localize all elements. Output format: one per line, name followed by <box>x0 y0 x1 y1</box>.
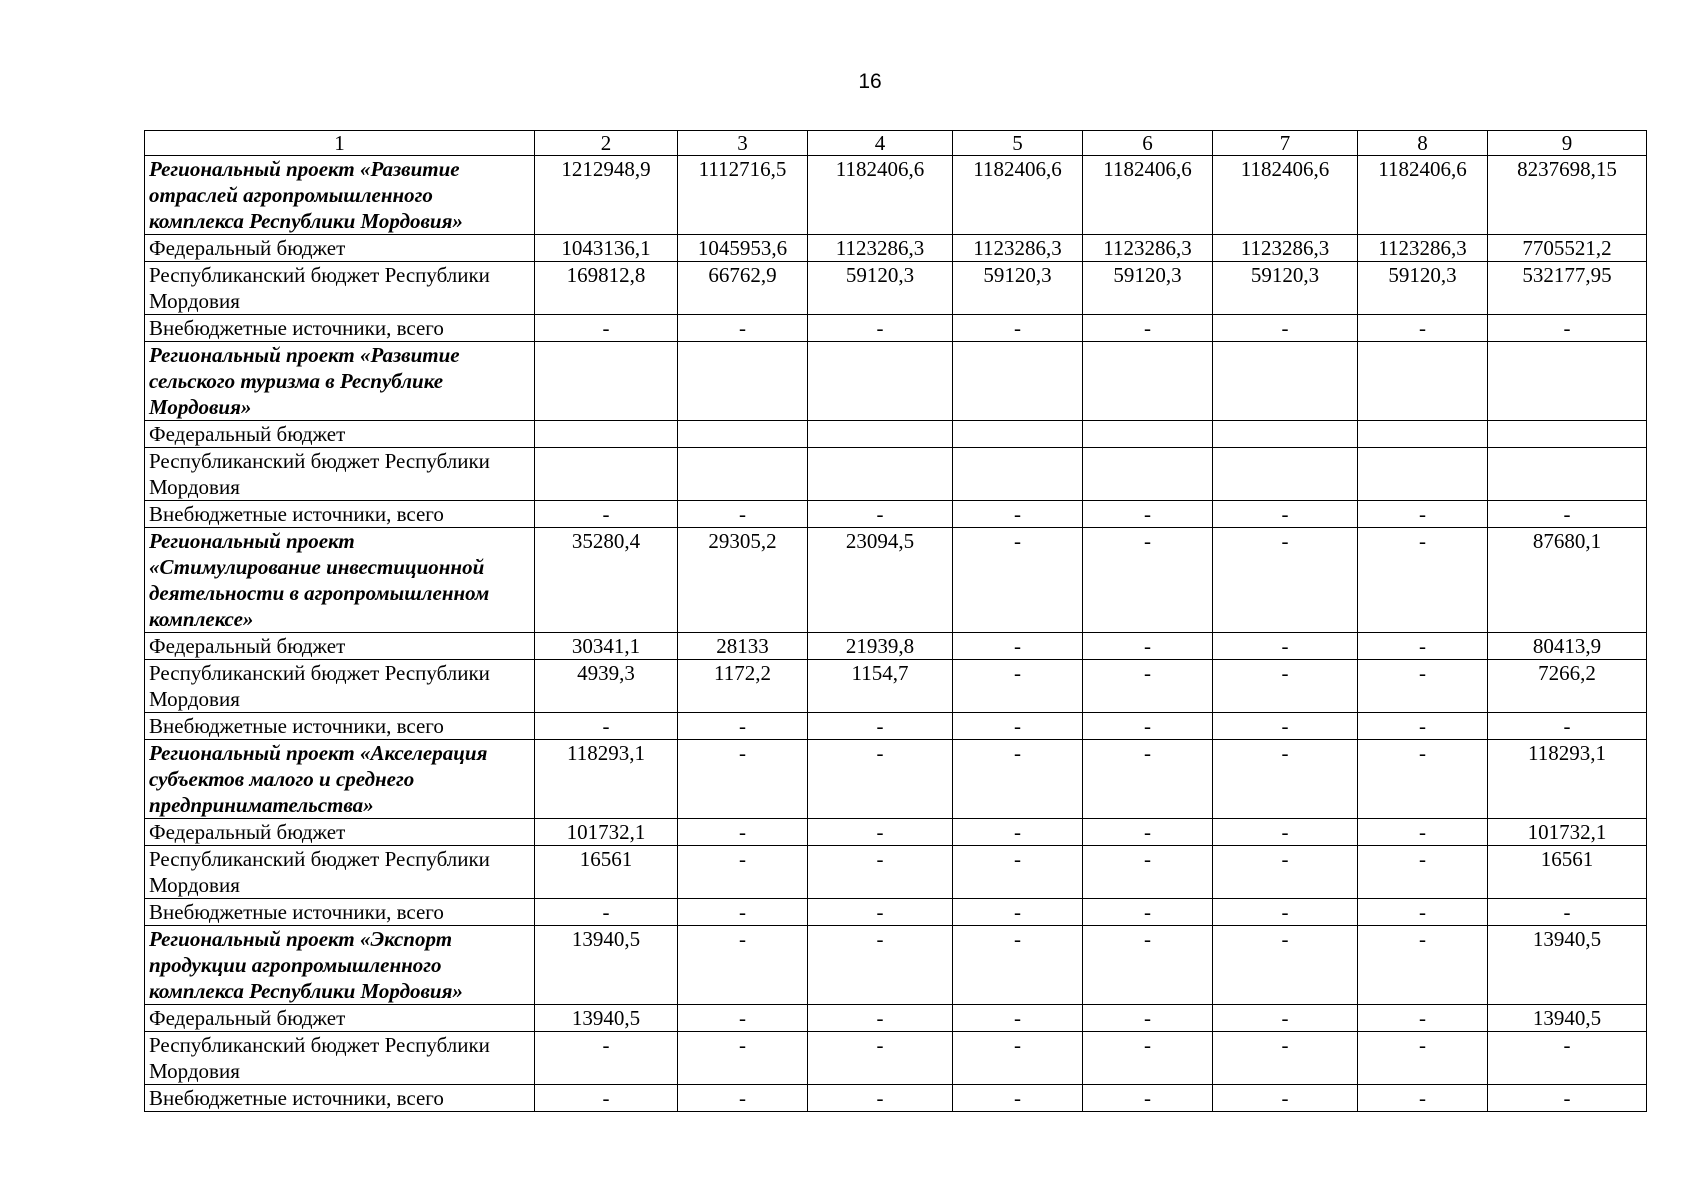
value-cell: - <box>1488 315 1647 342</box>
value-cell: 29305,2 <box>678 528 808 633</box>
value-cell: - <box>678 315 808 342</box>
value-cell: - <box>1358 501 1488 528</box>
value-cell: 101732,1 <box>535 819 678 846</box>
project-row <box>145 156 1647 235</box>
value-cell <box>1358 448 1488 501</box>
value-cell: - <box>953 846 1083 899</box>
funding-source-row <box>145 899 1647 926</box>
value-cell: - <box>808 819 953 846</box>
value-cell: - <box>1083 315 1213 342</box>
source-name-cell: Республиканский бюджет Республики Мордовия <box>145 1032 535 1085</box>
column-header: 4 <box>808 131 953 156</box>
value-cell: - <box>1358 819 1488 846</box>
value-cell <box>535 448 678 501</box>
column-header: 8 <box>1358 131 1488 156</box>
value-cell: - <box>953 633 1083 660</box>
funding-source-row <box>145 315 1647 342</box>
value-cell: - <box>1358 633 1488 660</box>
value-cell <box>1488 342 1647 421</box>
source-name-cell: Федеральный бюджет <box>145 1005 535 1032</box>
value-cell <box>535 342 678 421</box>
value-cell: - <box>1213 1085 1358 1112</box>
value-cell: - <box>1083 926 1213 1005</box>
budget-table <box>144 130 1647 1112</box>
value-cell: 59120,3 <box>1358 262 1488 315</box>
value-cell: - <box>808 501 953 528</box>
project-name-cell: Региональный проект «Развитие сельского туризма в Республике Мордовия» <box>145 342 535 421</box>
source-name-cell: Республиканский бюджет Республики Мордовия <box>145 448 535 501</box>
value-cell <box>953 448 1083 501</box>
column-header: 1 <box>145 131 535 156</box>
source-name-cell: Федеральный бюджет <box>145 235 535 262</box>
value-cell: 13940,5 <box>535 1005 678 1032</box>
value-cell: - <box>535 501 678 528</box>
value-cell: 532177,95 <box>1488 262 1647 315</box>
value-cell: - <box>1083 713 1213 740</box>
value-cell: - <box>1358 740 1488 819</box>
value-cell: - <box>808 1005 953 1032</box>
value-cell: - <box>1358 846 1488 899</box>
project-row <box>145 528 1647 633</box>
value-cell: 1182406,6 <box>1213 156 1358 235</box>
funding-source-row <box>145 713 1647 740</box>
value-cell: 28133 <box>678 633 808 660</box>
value-cell <box>953 421 1083 448</box>
value-cell: - <box>535 315 678 342</box>
source-name-cell: Федеральный бюджет <box>145 819 535 846</box>
value-cell: - <box>808 315 953 342</box>
funding-source-row <box>145 1085 1647 1112</box>
value-cell: - <box>678 846 808 899</box>
value-cell <box>1083 342 1213 421</box>
value-cell: 13940,5 <box>535 926 678 1005</box>
value-cell: 7705521,2 <box>1488 235 1647 262</box>
value-cell: 35280,4 <box>535 528 678 633</box>
value-cell <box>1083 448 1213 501</box>
project-name-cell: Региональный проект «Экспорт продукции агропромышленного комплекса Республики Мордовия» <box>145 926 535 1005</box>
value-cell: - <box>1213 660 1358 713</box>
value-cell: - <box>1083 1085 1213 1112</box>
value-cell: - <box>1488 713 1647 740</box>
value-cell: - <box>808 926 953 1005</box>
value-cell: - <box>953 1085 1083 1112</box>
value-cell: - <box>808 1085 953 1112</box>
value-cell: 1112716,5 <box>678 156 808 235</box>
value-cell: - <box>1358 926 1488 1005</box>
value-cell: 59120,3 <box>808 262 953 315</box>
value-cell: 59120,3 <box>1083 262 1213 315</box>
value-cell: - <box>678 713 808 740</box>
value-cell: 1123286,3 <box>1358 235 1488 262</box>
column-header: 7 <box>1213 131 1358 156</box>
value-cell <box>1358 421 1488 448</box>
value-cell <box>678 448 808 501</box>
value-cell: - <box>1083 633 1213 660</box>
value-cell: - <box>1083 1032 1213 1085</box>
value-cell: - <box>678 1005 808 1032</box>
value-cell <box>808 448 953 501</box>
value-cell: - <box>1358 315 1488 342</box>
source-name-cell: Внебюджетные источники, всего <box>145 713 535 740</box>
funding-source-row <box>145 1005 1647 1032</box>
value-cell: 1123286,3 <box>953 235 1083 262</box>
value-cell: - <box>1083 846 1213 899</box>
value-cell: - <box>1358 899 1488 926</box>
value-cell: - <box>1358 713 1488 740</box>
value-cell: 1212948,9 <box>535 156 678 235</box>
funding-source-row <box>145 421 1647 448</box>
value-cell: 21939,8 <box>808 633 953 660</box>
column-number-row <box>145 131 1647 156</box>
value-cell: - <box>1213 740 1358 819</box>
value-cell: 80413,9 <box>1488 633 1647 660</box>
source-name-cell: Внебюджетные источники, всего <box>145 501 535 528</box>
value-cell: - <box>678 819 808 846</box>
value-cell: 1123286,3 <box>808 235 953 262</box>
value-cell: - <box>1358 528 1488 633</box>
value-cell <box>808 342 953 421</box>
value-cell: - <box>1358 660 1488 713</box>
value-cell: - <box>953 660 1083 713</box>
value-cell: - <box>1083 528 1213 633</box>
value-cell: 87680,1 <box>1488 528 1647 633</box>
value-cell: 1172,2 <box>678 660 808 713</box>
value-cell: - <box>953 713 1083 740</box>
value-cell: 7266,2 <box>1488 660 1647 713</box>
value-cell: - <box>1213 819 1358 846</box>
value-cell: 59120,3 <box>953 262 1083 315</box>
project-row <box>145 740 1647 819</box>
column-header: 2 <box>535 131 678 156</box>
value-cell: - <box>678 1032 808 1085</box>
value-cell: - <box>1488 1032 1647 1085</box>
column-header: 9 <box>1488 131 1647 156</box>
funding-source-row <box>145 235 1647 262</box>
project-name-cell: Региональный проект «Акселерация субъектов малого и среднего предпринимательства» <box>145 740 535 819</box>
value-cell: - <box>1213 899 1358 926</box>
funding-source-row <box>145 633 1647 660</box>
value-cell: 1182406,6 <box>1083 156 1213 235</box>
value-cell: 8237698,15 <box>1488 156 1647 235</box>
source-name-cell: Федеральный бюджет <box>145 421 535 448</box>
source-name-cell: Внебюджетные источники, всего <box>145 315 535 342</box>
value-cell: - <box>678 1085 808 1112</box>
value-cell: 169812,8 <box>535 262 678 315</box>
value-cell: 59120,3 <box>1213 262 1358 315</box>
value-cell <box>1083 421 1213 448</box>
value-cell: - <box>808 1032 953 1085</box>
value-cell: - <box>1488 1085 1647 1112</box>
value-cell: - <box>1213 846 1358 899</box>
project-row <box>145 926 1647 1005</box>
value-cell <box>808 421 953 448</box>
value-cell <box>1213 421 1358 448</box>
value-cell: - <box>808 713 953 740</box>
value-cell <box>535 421 678 448</box>
value-cell: - <box>808 846 953 899</box>
value-cell: 1182406,6 <box>1358 156 1488 235</box>
value-cell: 66762,9 <box>678 262 808 315</box>
value-cell <box>1213 342 1358 421</box>
value-cell: - <box>1083 740 1213 819</box>
value-cell: 1182406,6 <box>808 156 953 235</box>
value-cell: 13940,5 <box>1488 1005 1647 1032</box>
value-cell <box>1358 342 1488 421</box>
value-cell: - <box>953 315 1083 342</box>
source-name-cell: Внебюджетные источники, всего <box>145 899 535 926</box>
value-cell: - <box>535 1032 678 1085</box>
value-cell: 23094,5 <box>808 528 953 633</box>
value-cell: - <box>808 899 953 926</box>
value-cell: - <box>953 819 1083 846</box>
value-cell: - <box>1213 926 1358 1005</box>
value-cell: - <box>1213 713 1358 740</box>
funding-source-row <box>145 846 1647 899</box>
funding-source-row <box>145 1032 1647 1085</box>
value-cell: - <box>953 899 1083 926</box>
value-cell <box>1488 448 1647 501</box>
value-cell: - <box>1083 501 1213 528</box>
page-number: 16 <box>858 70 882 93</box>
value-cell: 1043136,1 <box>535 235 678 262</box>
value-cell: 1154,7 <box>808 660 953 713</box>
source-name-cell: Республиканский бюджет Республики Мордовия <box>145 846 535 899</box>
project-name-cell: Региональный проект «Стимулирование инвестиционной деятельности в агропромышленном комплексе» <box>145 528 535 633</box>
value-cell: - <box>1358 1085 1488 1112</box>
value-cell: 1123286,3 <box>1213 235 1358 262</box>
value-cell: - <box>1083 819 1213 846</box>
source-name-cell: Внебюджетные источники, всего <box>145 1085 535 1112</box>
value-cell: - <box>953 740 1083 819</box>
value-cell: - <box>1083 899 1213 926</box>
value-cell: - <box>1488 899 1647 926</box>
value-cell: - <box>1083 660 1213 713</box>
value-cell: 1182406,6 <box>953 156 1083 235</box>
value-cell: 4939,3 <box>535 660 678 713</box>
value-cell: - <box>535 713 678 740</box>
value-cell: - <box>1213 501 1358 528</box>
value-cell <box>953 342 1083 421</box>
value-cell: - <box>953 926 1083 1005</box>
value-cell: - <box>678 926 808 1005</box>
project-row <box>145 342 1647 421</box>
value-cell: 13940,5 <box>1488 926 1647 1005</box>
value-cell <box>678 421 808 448</box>
value-cell: - <box>678 899 808 926</box>
value-cell: - <box>1083 1005 1213 1032</box>
value-cell: 16561 <box>1488 846 1647 899</box>
value-cell: 101732,1 <box>1488 819 1647 846</box>
value-cell: - <box>1213 1005 1358 1032</box>
source-name-cell: Республиканский бюджет Республики Мордовия <box>145 262 535 315</box>
funding-source-row <box>145 448 1647 501</box>
value-cell: - <box>953 1005 1083 1032</box>
value-cell: - <box>953 1032 1083 1085</box>
value-cell: 118293,1 <box>535 740 678 819</box>
value-cell: - <box>1213 528 1358 633</box>
value-cell: - <box>678 740 808 819</box>
value-cell: - <box>808 740 953 819</box>
value-cell: - <box>1358 1032 1488 1085</box>
column-header: 5 <box>953 131 1083 156</box>
value-cell: 16561 <box>535 846 678 899</box>
value-cell: - <box>535 1085 678 1112</box>
value-cell: - <box>535 899 678 926</box>
source-name-cell: Республиканский бюджет Республики Мордовия <box>145 660 535 713</box>
value-cell <box>1488 421 1647 448</box>
source-name-cell: Федеральный бюджет <box>145 633 535 660</box>
value-cell: - <box>953 501 1083 528</box>
value-cell: - <box>953 528 1083 633</box>
funding-source-row <box>145 501 1647 528</box>
value-cell: 1045953,6 <box>678 235 808 262</box>
value-cell: - <box>1213 633 1358 660</box>
value-cell: - <box>1488 501 1647 528</box>
value-cell <box>678 342 808 421</box>
funding-source-row <box>145 660 1647 713</box>
value-cell: - <box>1213 1032 1358 1085</box>
funding-source-row <box>145 819 1647 846</box>
value-cell: - <box>1358 1005 1488 1032</box>
value-cell: 1123286,3 <box>1083 235 1213 262</box>
project-name-cell: Региональный проект «Развитие отраслей агропромышленного комплекса Республики Мордовия» <box>145 156 535 235</box>
column-header: 6 <box>1083 131 1213 156</box>
value-cell: 118293,1 <box>1488 740 1647 819</box>
value-cell <box>1213 448 1358 501</box>
column-header: 3 <box>678 131 808 156</box>
value-cell: - <box>678 501 808 528</box>
value-cell: - <box>1213 315 1358 342</box>
value-cell: 30341,1 <box>535 633 678 660</box>
funding-source-row <box>145 262 1647 315</box>
table-body <box>145 131 1647 1112</box>
